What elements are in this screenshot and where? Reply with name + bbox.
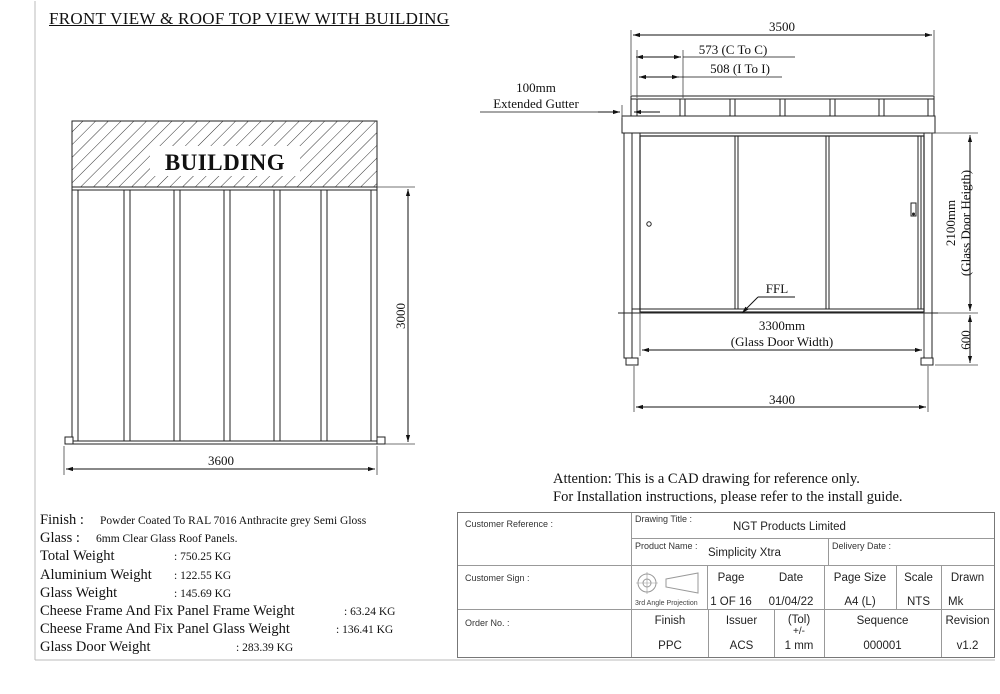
building-label: BUILDING [164,150,286,175]
product-name: Simplicity Xtra [708,547,781,559]
scale-label: Scale [904,572,933,584]
issuer-label: Issuer [725,615,758,627]
page-size-value: A4 (L) [844,596,876,608]
drawing-title-label: Drawing Title : [635,514,693,524]
page-label: Page [717,572,745,584]
tb-finish-label: Finish [654,615,686,627]
drawing-title: NGT Products Limited [733,521,846,533]
order-no-label: Order No. : [465,618,510,628]
door-height-2: (Glass Door Heigth) [958,169,973,277]
front-posts [72,190,377,441]
spec-glass-label: Glass : [40,530,80,547]
projection-label: 3rd Angle Projection [635,600,698,607]
spec-alu-value: : 122.55 KG [174,569,232,582]
title-block [457,512,995,658]
base-width-dim: 3400 [769,392,795,407]
date-label: Date [778,572,804,584]
spec-alu-label: Aluminium Weight [40,566,152,583]
door-width-1: 3300mm [758,318,806,333]
door-width-2: (Glass Door Width) [730,334,834,349]
spec-cfp-frame-value: : 63.24 KG [344,605,396,618]
projection-icon [636,569,704,597]
customer-sign-label: Customer Sign : [465,573,530,583]
gutter-label-2: Extended Gutter [493,96,579,111]
spec-finish-value: Powder Coated To RAL 7016 Anthracite grey Semi Gloss [100,515,367,527]
front-width-dim: 3600 [208,453,234,468]
scale-value: NTS [907,596,930,608]
date-value: 01/04/22 [768,596,814,608]
drawn-label: Drawn [950,572,985,584]
base-height-dim: 600 [958,330,973,350]
spec-finish-label: Finish : [40,512,84,528]
spec-cfp-glass-value: : 136.41 KG [336,624,394,637]
delivery-date-label: Delivery Date : [832,541,892,551]
issuer-value: ACS [729,640,754,652]
spec-door-value: : 283.39 KG [236,642,294,655]
tol-sub: +/- [793,626,805,637]
note-line-2: For Installation instructions, please refer to the install guide. [553,489,903,505]
page-size-label: Page Size [833,572,887,584]
sequence-label: Sequence [856,615,909,627]
spec-glass-value: 6mm Clear Glass Roof Panels. [96,533,238,546]
spec-cfp-frame-label: Cheese Frame And Fix Panel Frame Weight [40,602,295,619]
c-to-c-dim: 573 (C To C) [698,42,768,57]
tb-finish-value: PPC [658,640,682,652]
front-height-dim: 3000 [393,303,408,329]
sheet-title: FRONT VIEW & ROOF TOP VIEW WITH BUILDING [49,9,450,28]
spec-glassw-value: : 145.69 KG [174,587,232,600]
notes [553,470,903,506]
ffl-label: FFL [765,281,789,296]
door-height-1: 2100mm [943,199,958,247]
spec-door-label: Glass Door Weight [40,639,151,656]
revision-value: v1.2 [956,640,979,652]
revision-label: Revision [945,615,990,627]
drawn-value: Mk [948,596,964,608]
spec-cfp-glass-label: Cheese Frame And Fix Panel Glass Weight [40,621,290,638]
tol-label: (Tol) [787,614,811,626]
spec-glassw-label: Glass Weight [40,584,118,601]
gutter-label-1: 100mm [516,80,556,95]
i-to-i-dim: 508 (I To I) [710,61,770,76]
customer-ref-label: Customer Reference : [465,519,554,529]
sequence-value: 000001 [863,640,902,652]
tol-value: 1 mm [784,640,814,652]
page-value: 1 OF 16 [710,596,752,608]
side-overall-width: 3500 [769,19,795,34]
note-line-1: Attention: This is a CAD drawing for reference only. [553,471,860,487]
product-name-label: Product Name : [635,541,698,551]
spec-total-label: Total Weight [40,548,115,565]
spec-total-value: : 750.25 KG [174,551,232,564]
